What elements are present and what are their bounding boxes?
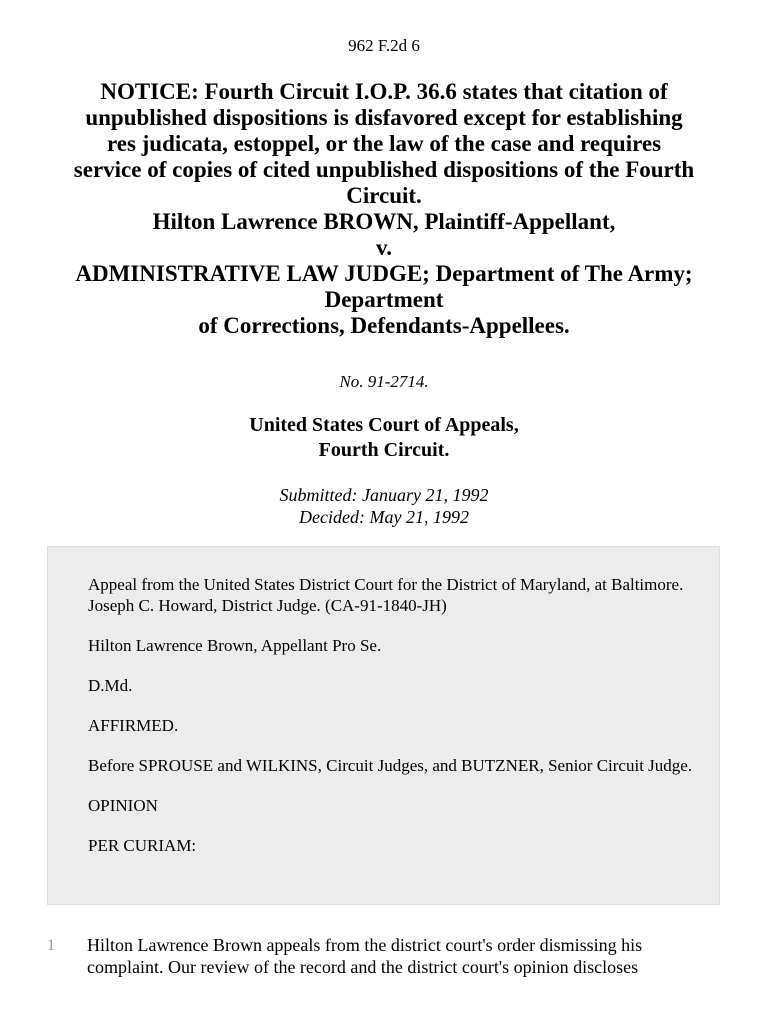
paragraph-text: Hilton Lawrence Brown appeals from the district court's order dismissing his complaint. Our review of the record and the district court's opinion discloses xyxy=(87,935,643,977)
case-dates xyxy=(0,484,768,528)
notice-line: service of copies of cited unpublished dispositions of the Fourth xyxy=(73,157,695,182)
notice-line: unpublished dispositions is disfavored except for establishing xyxy=(85,105,683,130)
case-caption xyxy=(40,79,728,339)
submitted-date: Submitted: January 21, 1992 xyxy=(279,485,489,505)
defendant-line: of Corrections, Defendants-Appellees. xyxy=(198,313,570,338)
case-summary-box xyxy=(47,546,720,905)
appellant-counsel: Hilton Lawrence Brown, Appellant Pro Se. xyxy=(88,636,382,655)
reporter-citation: 962 F.2d 6 xyxy=(348,36,420,55)
case-summary-content xyxy=(88,574,698,875)
court-name-line: United States Court of Appeals, xyxy=(249,414,519,436)
notice-line: Circuit. xyxy=(346,183,422,208)
court-name xyxy=(0,413,768,463)
per-curiam-label: PER CURIAM: xyxy=(88,836,197,855)
notice-line: NOTICE: Fourth Circuit I.O.P. 36.6 states that citation of xyxy=(100,79,668,104)
decided-date: Decided: May 21, 1992 xyxy=(299,507,469,527)
appeal-from-text: Appeal from the United States District Court for the District of Maryland, at Baltimore. Joseph C. Howard, District Judge. (CA-91-1840-JH) xyxy=(88,575,684,615)
docket-number: No. 91-2714. xyxy=(339,372,429,391)
court-circuit-line: Fourth Circuit. xyxy=(318,439,450,461)
district-label: D.Md. xyxy=(88,676,133,695)
defendant-line: Department xyxy=(324,287,444,312)
paragraph-number: 1 xyxy=(47,937,55,954)
opinion-label: OPINION xyxy=(88,796,158,815)
notice-line: res judicata, estoppel, or the law of the case and requires xyxy=(106,131,662,156)
disposition-label: AFFIRMED. xyxy=(88,716,179,735)
versus-label: v. xyxy=(376,235,392,260)
plaintiff-name: Hilton Lawrence BROWN, Plaintiff-Appellant, xyxy=(152,209,616,234)
panel-judges: Before SPROUSE and WILKINS, Circuit Judges, and BUTZNER, Senior Circuit Judge. xyxy=(88,756,693,775)
defendant-line: ADMINISTRATIVE LAW JUDGE; Department of The Army; xyxy=(75,261,693,286)
